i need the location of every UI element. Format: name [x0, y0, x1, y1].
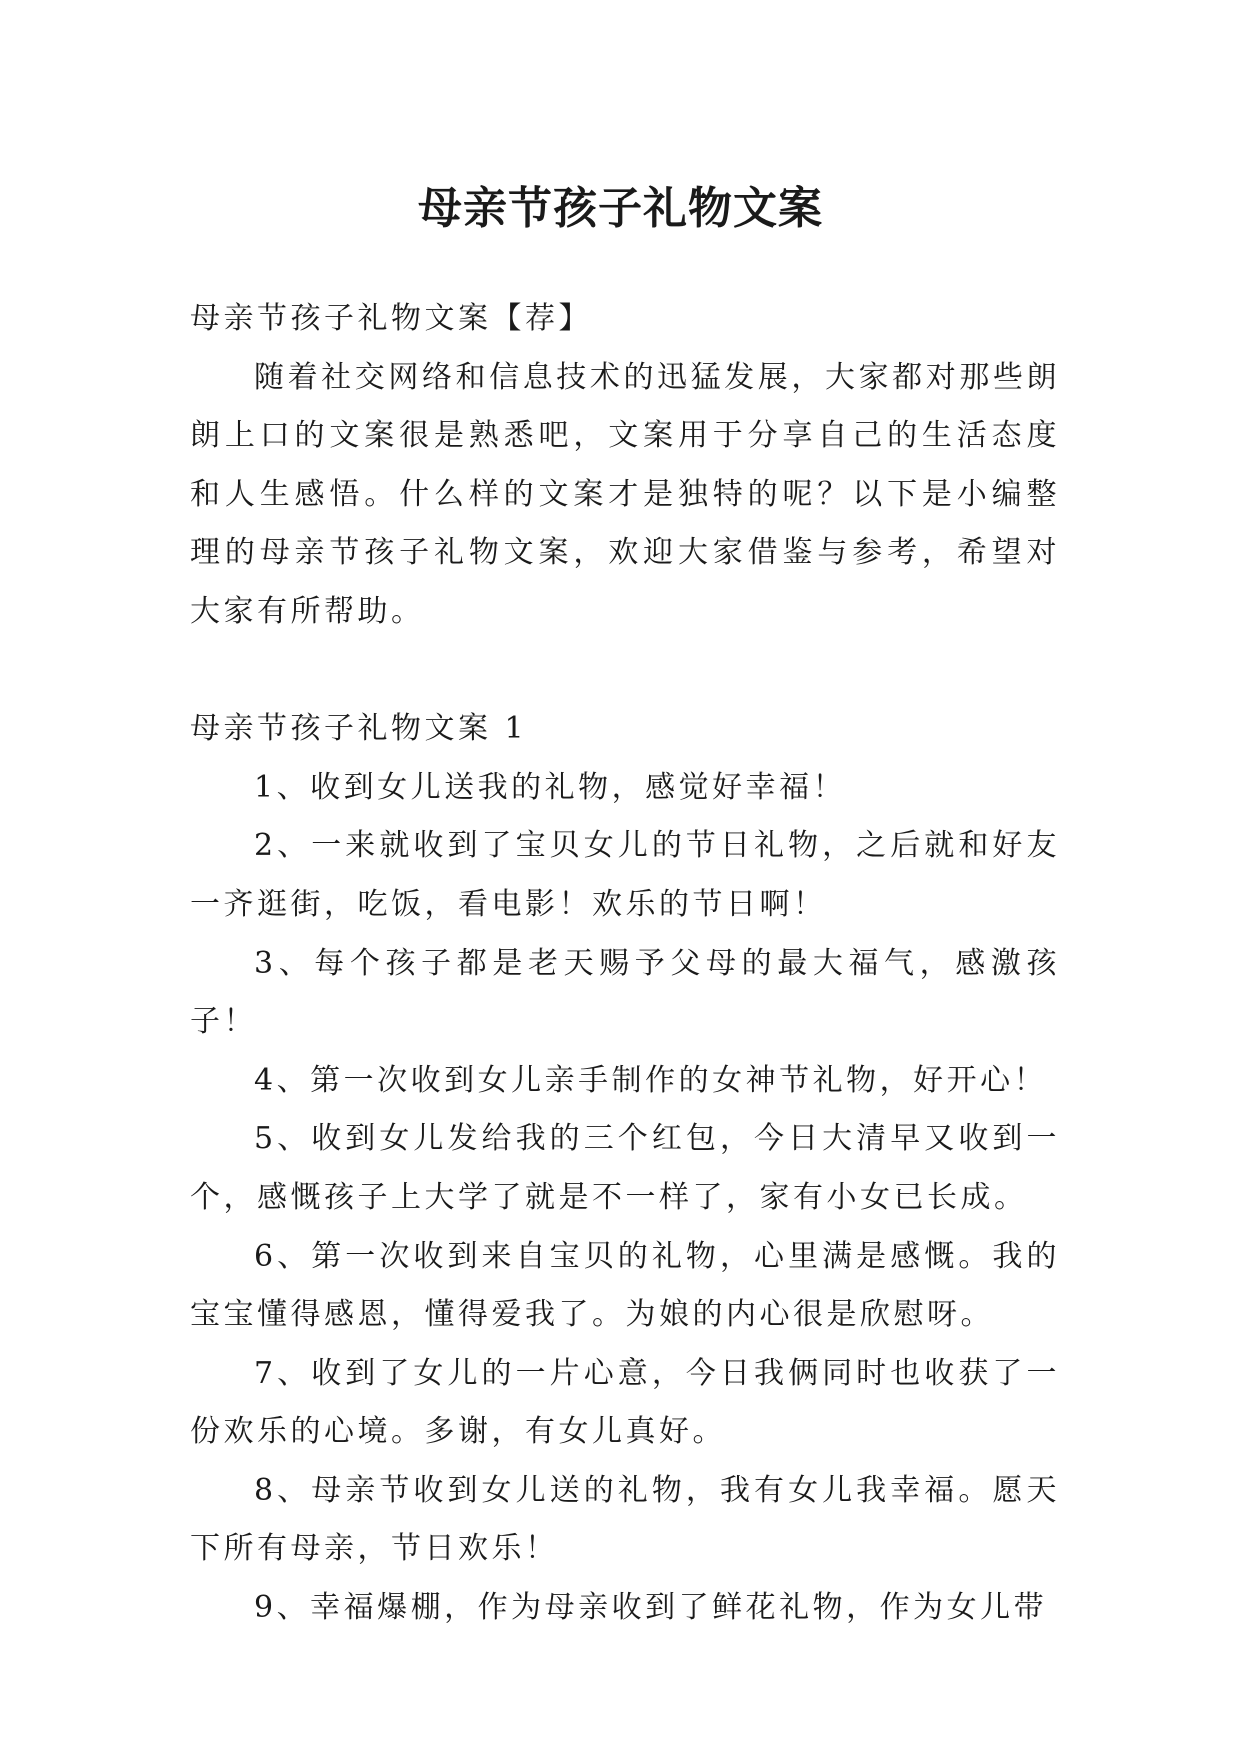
document-subtitle: 母亲节孩子礼物文案【荐】 — [190, 301, 592, 336]
document-title: 母亲节孩子礼物文案 — [418, 183, 823, 235]
list-item: 8、母亲节收到女儿送的礼物，我有女儿我幸福。愿天下所有母亲，节日欢乐！ — [190, 1472, 1060, 1567]
document-body — [190, 290, 1060, 1638]
list-item: 5、收到女儿发给我的三个红包，今日大清早又收到一个，感慨孩子上大学了就是不一样了，家有小女已长成。 — [190, 1121, 1060, 1215]
list-item: 3、每个孩子都是老天赐予父母的最大福气，感激孩子！ — [190, 945, 1060, 1040]
list-item: 7、收到了女儿的一片心意，今日我俩同时也收获了一份欢乐的心境。多谢，有女儿真好。 — [190, 1355, 1060, 1450]
list-item: 2、一来就收到了宝贝女儿的节日礼物，之后就和好友一齐逛街，吃饭，看电影！欢乐的节日啊！ — [190, 828, 1060, 922]
list-item: 6、第一次收到来自宝贝的礼物，心里满是感慨。我的宝宝懂得感恩，懂得爱我了。为娘的内心很是欣慰呀。 — [190, 1238, 1060, 1333]
list-item: 4、第一次收到女儿亲手制作的女神节礼物，好开心！ — [254, 1062, 1048, 1098]
paragraph-spacer — [190, 642, 1060, 701]
intro-paragraph: 随着社交网络和信息技术的迅猛发展，大家都对那些朗朗上口的文案很是熟悉吧，文案用于分享自己的生活态度和人生感悟。什么样的文案才是独特的呢？以下是小编整理的母亲节孩子礼物文案，欢迎大家借鉴与参考，希望对大家有所帮助。 — [190, 359, 1060, 629]
section-heading: 母亲节孩子礼物文案 1 — [190, 711, 528, 747]
list-item: 9、幸福爆棚，作为母亲收到了鲜花礼物，作为女儿带 — [254, 1590, 1048, 1626]
list-item: 1、收到女儿送我的礼物，感觉好幸福！ — [254, 769, 847, 805]
